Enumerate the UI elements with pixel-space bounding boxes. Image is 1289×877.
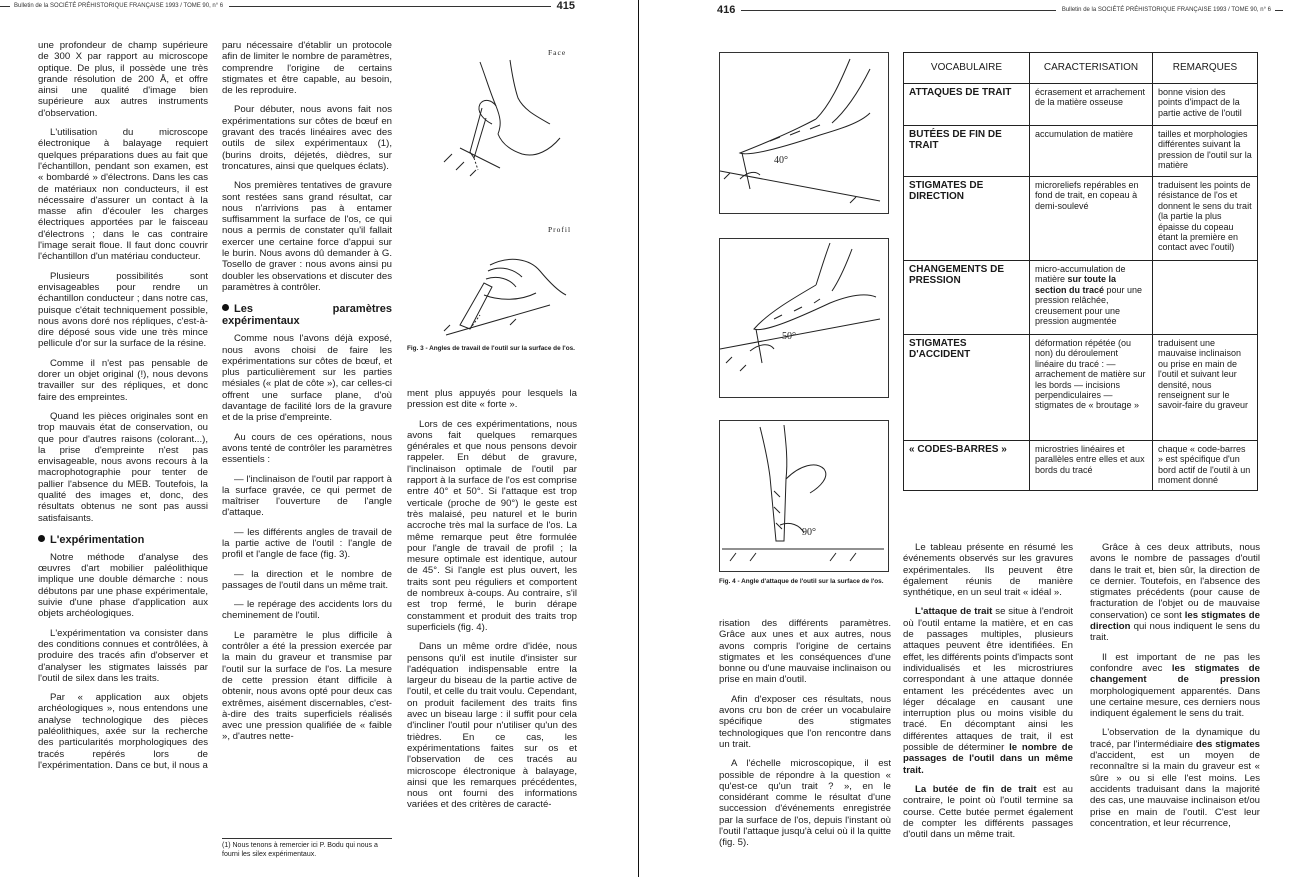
table-cell: [1153, 261, 1258, 335]
table-cell: STIGMATES D'ACCIDENT: [904, 335, 1030, 441]
figure-panel-40: [719, 52, 889, 214]
paragraph: Comme nous l'avons déjà exposé, nous avons choisi de faire les expérimentations sur côtes de bœuf, et plus particulièrement sur les parties mésiales (« plat de côte »), car celles-ci offrent une surface plane, d'où davantage de facilité lors de la gravure et de la prise d'empreinte.: [222, 333, 392, 424]
bullet-icon: [38, 535, 45, 542]
figure-caption: Fig. 3 - Angles de travail de l'outil sur la surface de l'os.: [407, 345, 575, 352]
header-text: Bulletin de la SOCIÉTÉ PRÉHISTORIQUE FRANÇAISE 1993 / TOME 90, n° 6: [1061, 7, 1271, 13]
section-heading: L'expérimentation: [38, 534, 208, 546]
running-header: [0, 0, 575, 12]
paragraph: Par « application aux objets archéologiques », nous entendons une analyse technologique des pièces paléolithiques, axée sur la recherche des particularités morphologiques des tracés repérés lors de l'expérimentation. Dans ce but, il nous a: [38, 692, 208, 771]
hand-tool-drawing-50: [720, 239, 888, 397]
paragraph: risation des différents paramètres. Grâce aux unes et aux autres, nous avons compris l'origine de certains stigmates et les conséquences d'une bonne ou d'une mauvaise inclinaison ou prise en main d'outil.: [719, 618, 891, 686]
paragraph: La butée de fin de trait est au contraire, le point où l'outil termine sa course. Cette butée permet également de compter les différents passages d'outil dans un même trait.: [903, 783, 1073, 841]
table-cell: micro-accumulation de matière sur toute la section du tracé pour une pression relâchée, creusement pour une pression augmentée: [1030, 261, 1153, 335]
table-cell: STIGMATES DE DIRECTION: [904, 177, 1030, 261]
angle-label-50: 50°: [782, 331, 796, 342]
table-row: [904, 441, 1258, 491]
table-header-row: [904, 53, 1258, 84]
table-row: [904, 126, 1258, 177]
header-text: Bulletin de la SOCIÉTÉ PRÉHISTORIQUE FRANÇAISE 1993 / TOME 90, n° 6: [14, 3, 224, 9]
table-cell: accumulation de matière: [1030, 126, 1153, 177]
table-cell: BUTÉES DE FIN DE TRAIT: [904, 126, 1030, 177]
left-page: [0, 0, 638, 877]
paragraph: Notre méthode d'analyse des œuvres d'art mobilier paléolithique implique une double démarche : nous débutons par une phase expérimentale, suivie d'une phase d'application aux objets archéologiques.: [38, 551, 208, 620]
vocabulary-table: [903, 52, 1258, 491]
text-column-1: [719, 618, 891, 857]
paragraph: A l'échelle microscopique, il est possible de répondre à la question « qu'est-ce qu'un trait ? », en le considérant comme le résultat d'une succession d'événements enregistrée par la surface de l'os, depuis l'instant où l'outil l'attaque jusqu'à celui où il la quitte (fig. 5).: [719, 758, 891, 849]
table-cell: bonne vision des points d'impact de la partie active de l'outil: [1153, 84, 1258, 126]
paragraph: Grâce à ces deux attributs, nous avons le nombre de passages d'outil dans le trait et, bien sûr, la direction de ce dernier. Toutefois, en l'absence des stigmates précédents (pour cause de fracturation de l'objet ou de mauvaise conservation) ce sont les stigmates de direction qui nous indiquent le sens du trait.: [1090, 542, 1260, 644]
paragraph: Dans un même ordre d'idée, nous pensons qu'il est inutile d'insister sur l'adéquation indispensable entre la largeur du biseau de la partie active de l'outil, et celle du trait voulu. Cependant, on produit facilement des traits fins avec un biseau large : il suffit pour cela d'incliner l'outil pour n'utiliser qu'un des trièdres. En ce cas, les expérimentations faites sur os et l'observation de ces tracés au microscope électronique à balayage, ainsi que les remarques précédentes, nous ont fourni des informations variées et des critères de caracté-: [407, 641, 577, 811]
table-row: [904, 177, 1258, 261]
figure-label-profil: Profil: [548, 225, 572, 234]
table-row: [904, 261, 1258, 335]
text-column-3: [407, 388, 577, 819]
running-header: [717, 4, 1283, 16]
footnote: (1) Nous tenons à remercier ici P. Bodu qui nous a fourni les silex expérimentaux.: [222, 838, 392, 859]
paragraph: — la direction et le nombre de passages de l'outil dans un même trait.: [222, 568, 392, 591]
page-number: 416: [717, 4, 736, 16]
paragraph: ment plus appuyés pour lesquels la pression est dite « forte ».: [407, 388, 577, 411]
figure-panel-90: [719, 420, 889, 572]
text-column-2: [903, 542, 1073, 848]
paragraph: Afin d'exposer ces résultats, nous avons cru bon de créer un vocabulaire spécifique des stigmates technologiques que l'on rencontre dans un trait.: [719, 693, 891, 750]
table-cell: « CODES-BARRES »: [904, 441, 1030, 491]
text-column-1: [38, 40, 208, 779]
paragraph: L'observation de la dynamique du tracé, par l'intermédiaire des stigmates d'accident, est un moyen de reconnaître si la main du graveur est « sûre » ou si elle l'est moins. Les accidents traduisant dans la majorité des cas, une mauvaise inclinaison et/ou prise en main de l'outil. C'est leur concentration, et leur récurrence,: [1090, 727, 1260, 829]
paragraph: paru nécessaire d'établir un protocole afin de limiter le nombre de paramètres, comprendre l'origine de certains stigmates et être capable, au besoin, de les reproduire.: [222, 40, 392, 97]
paragraph: Quand les pièces originales sont en trop mauvais état de conservation, ou que pour d'autres raisons (colorant...), la prise d'empreinte n'est pas envisageable, nous avons recours à la macrophotographie pour tenter de pallier l'absence du MEB. Toutefois, la qualité des images et, donc, des résultats obtenus ne sont pas aussi satisfaisants.: [38, 410, 208, 524]
text-column-3: [1090, 542, 1260, 837]
paragraph: Au cours de ces opérations, nous avons tenté de contrôler les paramètres essentiels :: [222, 431, 392, 466]
hand-tool-drawing-40: [720, 53, 888, 213]
text-column-2: [222, 40, 392, 751]
table-cell: microstries linéaires et parallèles entre elles et aux bords du tracé: [1030, 441, 1153, 491]
paragraph: L'expérimentation va consister dans des conditions connues et contrôlées, à produire des tracés afin d'observer et d'analyser les stigmates laissés par l'outil de silex dans les traits.: [38, 627, 208, 684]
paragraph: Le paramètre le plus difficile à contrôler a été la pression exercée par la main du graveur et transmise par l'outil sur la surface de l'os. La mesure de cette pression étant difficile à obtenir, nous avons opté pour deux cas extrêmes, aisément discernables, c'est-à-dire des traits superficiels réalisés avec une pression qualifiée de « faible », d'autres nette-: [222, 629, 392, 743]
page-number: 415: [556, 0, 575, 12]
paragraph: Il est important de ne pas les confondre avec les stigmates de changement de pression morphologiquement apparentés. Dans une certaine mesure, ces derniers nous indiquent également le sens du trait.: [1090, 651, 1260, 720]
paragraph: — les différents angles de travail de la partie active de l'outil : l'angle de profil et l'angle de face (fig. 3).: [222, 526, 392, 561]
paragraph: Comme il n'est pas pensable de dorer un objet original (!), nous devons travailler sur des répliques, et donc faire des empreintes.: [38, 357, 208, 403]
table-cell: chaque « code-barres » est spécifique d'un bord actif de l'outil à un moment donné: [1153, 441, 1258, 491]
bullet-icon: [222, 304, 229, 311]
table-cell: écrasement et arrachement de la matière osseuse: [1030, 84, 1153, 126]
figure-caption: Fig. 4 - Angle d'attaque de l'outil sur la surface de l'os.: [719, 578, 884, 585]
paragraph: L'attaque de trait se situe à l'endroit où l'outil entame la matière, et en cas de passages multiples, plusieurs attaques peuvent être identifiées. En effet, les différents points d'impacts sont individualisés et les microstriures correspondant à une attaque donnée entament les précédentes avec un léger décalage en causant une interruption plus ou moins visible du tracé. En décomptant ainsi les différentes attaques de trait, il est possible de déterminer le nombre de passages de l'outil dans un même trait.: [903, 606, 1073, 776]
section-heading: Les paramètres expérimentaux: [222, 303, 392, 328]
angle-label-40: 40°: [774, 155, 788, 166]
paragraph: — l'inclinaison de l'outil par rapport à la surface gravée, ce qui permet de maîtriser l'ouverture de l'angle d'attaque.: [222, 473, 392, 519]
page-gutter: [638, 0, 654, 877]
table-cell: traduisent les points de résistance de l'os et donnent le sens du trait (la partie la plus épaisse du copeau étant la première en contact avec l'outil): [1153, 177, 1258, 261]
table-cell: déformation répétée (ou non) du déroulement linéaire du tracé : — arrachement de matière sur les bords — incisions perpendiculaires — stigmates de « broutage »: [1030, 335, 1153, 441]
paragraph: Le tableau présente en résumé les événements observés sur les gravures expérimentales. Ils peuvent être également réunis de manière synthétique, en un seul trait « idéal ».: [903, 542, 1073, 599]
paragraph: Plusieurs possibilités sont envisageables pour rendre un échantillon conducteur ; dans notre cas, puisque c'était techniquement possible, nous avons doré nos répliques, c'est-à-dire déposé sous vide une très mince pellicule d'or sur la surface de la résine.: [38, 270, 208, 350]
paragraph: — le repérage des accidents lors du cheminement de l'outil.: [222, 599, 392, 622]
angle-label-90: 90°: [802, 527, 816, 538]
figure-label-face: Face: [548, 48, 567, 57]
paragraph: Nos premières tentatives de gravure sont restées sans grand résultat, car nous n'arrivions pas à entamer suffisamment la surface de l'os, ce qui nous a permis de constater qu'il fallait exercer une certaine force d'appui sur le burin. Nous avons dû demander à G. Tosello de graver : nous avons ainsi pu doubler les observations et discuter des paramètres à contrôler.: [222, 180, 392, 293]
figure-panel-50: [719, 238, 889, 398]
table-row: [904, 335, 1258, 441]
paragraph: L'utilisation du microscope électronique à balayage requiert quelques préparations dues au fait que l'échantillon, pendant son examen, est « bombardé » d'électrons. Dans les cas de matériaux non conducteurs, il est nécessaire d'assurer un contact à la masse afin d'écouler les charges électriques apportées par le faisceau d'électrons ; dans le cas contraire l'image serait floue. Il faut donc couvrir l'échantillon d'un matériau conducteur.: [38, 127, 208, 263]
table-cell: ATTAQUES DE TRAIT: [904, 84, 1030, 126]
column-header: CARACTERISATION: [1030, 53, 1153, 84]
table-cell: tailles et morphologies différentes suivant la pression de l'outil sur la matière: [1153, 126, 1258, 177]
hand-profile-drawing: [440, 235, 575, 340]
table-cell: traduisent une mauvaise inclinaison ou prise en main de l'outil et suivant leur densité, nous renseignent sur le savoir-faire du graveur: [1153, 335, 1258, 441]
table-row: [904, 84, 1258, 126]
hand-face-drawing: [440, 58, 575, 178]
column-header: VOCABULAIRE: [904, 53, 1030, 84]
paragraph: Pour débuter, nous avons fait nos expérimentations sur côtes de bœuf en gravant des tracés linéaires avec des outils de silex expérimentaux (1), (burins droits, déjetés, dièdres, sur troncatures, ainsi que quelques éclats).: [222, 104, 392, 172]
paragraph: une profondeur de champ supérieure de 300 X par rapport au microscope optique. De plus, il possède une très grande résolution de 200 Å, et offre ainsi une qualité d'image bien supérieure aux autres instruments d'observation.: [38, 40, 208, 119]
table-cell: microreliefs repérables en fond de trait, en copeau à demi-soulevé: [1030, 177, 1153, 261]
hand-tool-drawing-90: [720, 421, 888, 571]
table-cell: CHANGEMENTS DE PRESSION: [904, 261, 1030, 335]
right-page: [653, 0, 1289, 877]
column-header: REMARQUES: [1153, 53, 1258, 84]
paragraph: Lors de ces expérimentations, nous avons fait quelques remarques générales et que nous pensons devoir rappeler. En début de gravure, l'inclinaison optimale de l'outil par rapport à la surface de l'os est comprise entre 40° et 50°. Si l'attaque est trop verticale (proche de 90°) le geste est très malaisé, peu naturel et le burin accroche très mal la surface de l'os. La même remarque peut être formulée pour l'angle de travail de profil ; la mesure optimale est identique, autour de 45°. Si l'angle est plus ouvert, les traits sont peu réguliers et comportent de nombreux à-coups. Au contraire, s'il est trop fermé, le burin dérape constamment et produit des traits trop superficiels (fig. 4).: [407, 418, 577, 633]
